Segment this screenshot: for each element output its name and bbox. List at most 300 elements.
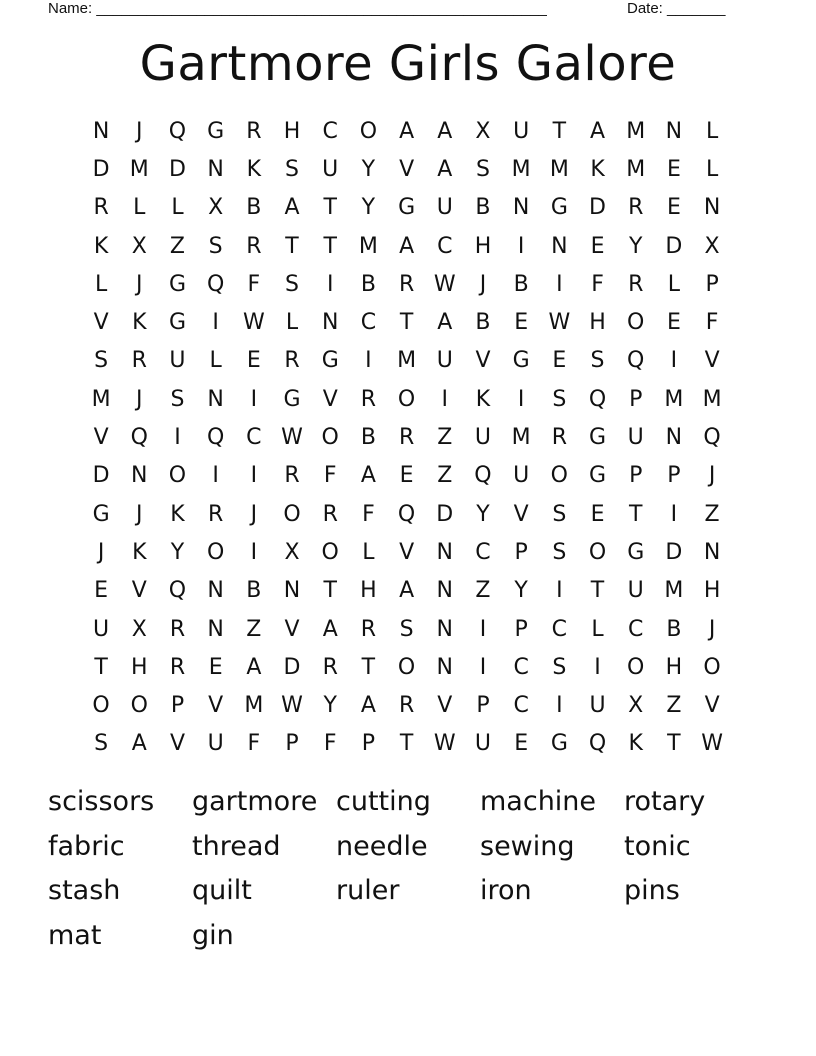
grid-letter: T	[552, 118, 567, 144]
grid-letter: P	[667, 463, 681, 489]
word-bank-item: tonic	[624, 830, 691, 862]
grid-letter: W	[433, 271, 456, 297]
grid-letter: Q	[168, 118, 187, 144]
word-bank-item: sewing	[480, 830, 575, 862]
grid-letter: A	[360, 463, 376, 489]
word-bank-item: machine	[480, 786, 597, 817]
word-bank-item: rotary	[624, 786, 706, 817]
grid-letter: L	[209, 348, 222, 374]
grid-letter: R	[131, 348, 147, 374]
grid-letter: S	[590, 348, 605, 374]
grid-letter: Q	[168, 578, 187, 604]
grid-letter: A	[131, 731, 147, 757]
grid-letter: E	[514, 731, 529, 757]
grid-letter: X	[704, 233, 720, 259]
grid-letter: Q	[130, 425, 148, 451]
grid-letter: F	[247, 271, 261, 297]
grid-letter: C	[513, 693, 529, 719]
grid-letter: K	[132, 310, 147, 336]
grid-row	[82, 495, 731, 533]
grid-letter: G	[550, 731, 568, 757]
grid-letter: X	[131, 616, 147, 642]
grid-letter: U	[169, 348, 186, 374]
grid-letter: W	[701, 731, 723, 757]
grid-row	[82, 457, 731, 495]
grid-letter: R	[246, 118, 262, 144]
grid-letter: B	[475, 310, 491, 336]
grid-letter: X	[208, 195, 224, 221]
grid-letter: R	[246, 233, 262, 259]
grid-letter: W	[548, 310, 571, 336]
grid-letter: L	[591, 616, 604, 642]
grid-letter: R	[398, 425, 415, 451]
grid-letter: V	[704, 348, 720, 374]
grid-letter: U	[474, 425, 492, 451]
grid-letter: G	[398, 195, 416, 221]
grid-letter: A	[284, 195, 300, 221]
grid-letter: V	[284, 616, 300, 642]
grid-letter: M	[358, 233, 378, 259]
grid-letter: Z	[437, 425, 453, 451]
grid-letter: T	[323, 578, 337, 604]
grid-letter: O	[627, 654, 645, 680]
grid-letter: F	[362, 501, 375, 527]
grid-letter: C	[246, 425, 262, 451]
grid-letter: H	[665, 654, 683, 680]
word-bank-item: cutting	[336, 786, 431, 817]
grid-row	[82, 227, 731, 265]
grid-letter: G	[550, 195, 568, 221]
grid-letter: V	[704, 693, 720, 719]
grid-letter: I	[250, 386, 258, 412]
grid-letter: R	[322, 501, 338, 527]
grid-letter: D	[92, 463, 110, 489]
grid-letter: Z	[169, 233, 185, 259]
grid-letter: B	[475, 195, 491, 221]
grid-letter: B	[360, 271, 376, 297]
grid-letter: Q	[397, 501, 416, 527]
grid-letter: L	[667, 271, 681, 297]
grid-letter: Y	[476, 501, 490, 527]
grid-row	[82, 265, 731, 303]
grid-letter: J	[136, 118, 143, 144]
grid-letter: H	[474, 233, 492, 259]
grid-letter: J	[136, 386, 143, 412]
grid-letter: V	[93, 310, 109, 336]
grid-letter: S	[94, 731, 109, 757]
grid-letter: N	[665, 118, 683, 144]
grid-letter: P	[170, 693, 185, 719]
grid-letter: U	[207, 731, 224, 757]
grid-letter: G	[207, 118, 225, 144]
grid-letter: T	[361, 654, 376, 680]
grid-letter: U	[436, 348, 453, 374]
grid-letter: L	[94, 271, 108, 297]
grid-letter: Y	[361, 195, 376, 221]
grid-letter: R	[284, 348, 300, 374]
grid-letter: J	[708, 463, 716, 489]
grid-letter: Y	[170, 539, 185, 565]
grid-letter: I	[250, 539, 258, 565]
grid-letter: A	[322, 616, 338, 642]
grid-letter: Q	[474, 463, 492, 489]
grid-letter: S	[552, 654, 567, 680]
grid-letter: T	[667, 731, 681, 757]
grid-letter: K	[93, 233, 109, 259]
grid-letter: I	[479, 616, 487, 642]
grid-letter: E	[666, 310, 681, 336]
word-bank	[48, 780, 768, 958]
grid-letter: O	[397, 654, 416, 680]
grid-letter: O	[206, 539, 225, 565]
grid-letter: G	[283, 386, 301, 412]
grid-letter: E	[590, 233, 605, 259]
grid-letter: I	[174, 425, 181, 451]
grid-letter: Z	[704, 501, 720, 527]
grid-letter: R	[360, 386, 377, 412]
grid-letter: D	[92, 156, 110, 182]
grid-letter: S	[208, 233, 223, 259]
grid-letter: P	[514, 539, 528, 565]
grid-letter: S	[399, 616, 414, 642]
grid-letter: B	[246, 578, 262, 604]
grid-letter: S	[94, 348, 109, 374]
grid-row	[82, 380, 731, 418]
grid-letter: J	[708, 616, 716, 642]
grid-letter: V	[513, 501, 529, 527]
word-bank-item: pins	[624, 875, 680, 906]
word-bank-item: ruler	[336, 875, 400, 906]
letter-grid	[82, 112, 731, 763]
grid-letter: F	[247, 731, 261, 757]
grid-letter: A	[399, 118, 415, 144]
grid-letter: S	[475, 156, 490, 182]
grid-letter: A	[360, 693, 376, 719]
grid-letter: N	[665, 425, 683, 451]
grid-letter: D	[436, 501, 454, 527]
grid-letter: H	[589, 310, 606, 336]
grid-letter: M	[91, 386, 111, 412]
grid-letter: A	[437, 310, 453, 336]
grid-letter: B	[513, 271, 529, 297]
grid-letter: Y	[514, 578, 528, 604]
grid-letter: M	[244, 693, 264, 719]
grid-letter: V	[169, 731, 185, 757]
grid-letter: C	[513, 654, 529, 680]
grid-letter: I	[441, 386, 449, 412]
grid-letter: E	[246, 348, 261, 374]
grid-letter: R	[284, 463, 300, 489]
grid-letter: R	[208, 501, 224, 527]
grid-row	[82, 342, 731, 380]
grid-letter: K	[246, 156, 262, 182]
grid-letter: I	[212, 463, 219, 489]
grid-letter: I	[517, 386, 525, 412]
grid-letter: V	[437, 693, 453, 719]
grid-letter: K	[590, 156, 605, 182]
grid-letter: E	[94, 578, 109, 604]
grid-letter: N	[207, 386, 224, 412]
grid-letter: D	[168, 156, 186, 182]
grid-letter: Y	[323, 693, 337, 719]
grid-letter: N	[703, 539, 721, 565]
grid-letter: O	[627, 310, 645, 336]
grid-letter: V	[399, 539, 415, 565]
grid-letter: E	[399, 463, 414, 489]
grid-letter: C	[551, 616, 568, 642]
grid-letter: L	[171, 195, 184, 221]
grid-letter: O	[359, 118, 378, 144]
grid-letter: G	[321, 348, 339, 374]
grid-letter: Z	[475, 578, 491, 604]
grid-letter: J	[479, 271, 487, 297]
grid-letter: P	[361, 731, 376, 757]
grid-letter: P	[285, 731, 299, 757]
grid-letter: I	[326, 271, 334, 297]
grid-letter: T	[323, 233, 337, 259]
grid-letter: P	[629, 463, 643, 489]
grid-letter: E	[590, 501, 605, 527]
grid-letter: T	[399, 731, 414, 757]
grid-letter: S	[285, 271, 300, 297]
grid-letter: L	[362, 539, 375, 565]
grid-letter: F	[591, 271, 604, 297]
grid-letter: W	[433, 731, 456, 757]
grid-letter: M	[664, 578, 684, 604]
grid-letter: W	[242, 310, 265, 336]
grid-letter: H	[703, 578, 721, 604]
grid-letter: I	[517, 233, 525, 259]
word-bank-item: iron	[480, 875, 532, 906]
grid-letter: G	[92, 501, 110, 527]
grid-letter: T	[94, 654, 108, 680]
grid-letter: N	[436, 578, 454, 604]
grid-letter: Z	[246, 616, 262, 642]
grid-letter: N	[207, 578, 224, 604]
date-field-line: Date: _______	[627, 0, 726, 17]
grid-letter: U	[627, 578, 644, 604]
grid-row	[82, 610, 731, 648]
grid-letter: U	[627, 425, 644, 451]
grid-letter: N	[92, 118, 110, 144]
grid-letter: R	[551, 425, 567, 451]
grid-letter: U	[513, 118, 530, 144]
grid-letter: P	[629, 386, 643, 412]
name-field-line: Name: ______________________________________________________	[48, 0, 547, 17]
grid-letter: T	[399, 310, 414, 336]
grid-letter: D	[589, 195, 606, 221]
grid-letter: R	[169, 616, 186, 642]
grid-letter: N	[436, 539, 454, 565]
word-bank-item: scissors	[48, 786, 155, 817]
grid-letter: D	[665, 233, 683, 259]
grid-letter: G	[627, 539, 645, 565]
grid-letter: Q	[627, 348, 645, 374]
grid-letter: V	[93, 425, 109, 451]
grid-row	[82, 150, 731, 188]
grid-letter: D	[665, 539, 683, 565]
grid-letter: E	[666, 195, 681, 221]
grid-letter: L	[133, 195, 146, 221]
grid-letter: K	[170, 501, 185, 527]
grid-letter: E	[666, 156, 681, 182]
grid-letter: C	[360, 310, 377, 336]
grid-letter: L	[285, 310, 299, 336]
grid-letter: A	[246, 654, 262, 680]
grid-letter: C	[628, 616, 644, 642]
grid-row	[82, 572, 731, 610]
grid-letter: B	[666, 616, 682, 642]
grid-letter: U	[589, 693, 606, 719]
grid-letter: N	[207, 616, 224, 642]
grid-letter: Q	[703, 425, 721, 451]
grid-letter: S	[170, 386, 185, 412]
grid-letter: V	[322, 386, 338, 412]
grid-letter: H	[283, 118, 301, 144]
grid-letter: F	[705, 310, 719, 336]
word-bank-item: thread	[192, 830, 281, 862]
grid-letter: T	[590, 578, 605, 604]
grid-letter: N	[512, 195, 530, 221]
grid-letter: F	[323, 463, 337, 489]
grid-letter: P	[476, 693, 490, 719]
word-bank-item: mat	[48, 919, 102, 951]
grid-letter: N	[436, 654, 454, 680]
grid-letter: A	[399, 578, 415, 604]
grid-letter: S	[552, 539, 567, 565]
grid-letter: C	[437, 233, 453, 259]
grid-letter: P	[705, 271, 719, 297]
word-bank-item: quilt	[192, 875, 252, 906]
grid-letter: M	[626, 118, 646, 144]
grid-letter: X	[475, 118, 491, 144]
grid-letter: N	[207, 156, 224, 182]
grid-letter: R	[93, 195, 109, 221]
grid-letter: T	[628, 501, 643, 527]
grid-letter: F	[323, 731, 337, 757]
word-bank-item: stash	[48, 875, 121, 906]
grid-letter: I	[365, 348, 372, 374]
grid-letter: G	[589, 425, 607, 451]
grid-letter: Q	[588, 731, 607, 757]
grid-letter: I	[556, 578, 563, 604]
grid-letter: S	[285, 156, 300, 182]
grid-letter: R	[628, 195, 644, 221]
grid-letter: Z	[666, 693, 682, 719]
grid-letter: Q	[206, 425, 225, 451]
grid-letter: N	[321, 310, 339, 336]
grid-letter: T	[323, 195, 337, 221]
grid-letter: T	[285, 233, 299, 259]
grid-letter: Z	[437, 463, 453, 489]
grid-letter: I	[250, 463, 258, 489]
word-bank-item: gartmore	[192, 786, 318, 817]
grid-letter: W	[281, 425, 303, 451]
grid-letter: S	[552, 501, 567, 527]
grid-letter: N	[131, 463, 148, 489]
grid-letter: U	[436, 195, 453, 221]
grid-letter: C	[475, 539, 491, 565]
grid-letter: R	[360, 616, 377, 642]
grid-letter: V	[475, 348, 491, 374]
grid-letter: I	[479, 654, 487, 680]
puzzle-title: Gartmore Girls Galore	[139, 36, 677, 92]
grid-letter: Q	[588, 386, 607, 412]
grid-letter: J	[97, 539, 105, 565]
grid-letter: A	[399, 233, 415, 259]
word-bank-item: gin	[192, 919, 234, 951]
grid-letter: O	[397, 386, 416, 412]
grid-row	[82, 112, 731, 150]
grid-letter: Q	[206, 271, 225, 297]
grid-letter: E	[552, 348, 567, 374]
grid-letter: I	[670, 501, 678, 527]
grid-letter: A	[437, 156, 453, 182]
grid-row	[82, 725, 731, 763]
grid-letter: U	[474, 731, 492, 757]
grid-letter: M	[549, 156, 569, 182]
grid-letter: C	[322, 118, 338, 144]
grid-letter: M	[129, 156, 149, 182]
grid-letter: Y	[628, 233, 643, 259]
grid-letter: D	[283, 654, 301, 680]
grid-row	[82, 303, 731, 341]
grid-letter: V	[131, 578, 147, 604]
grid-row	[82, 686, 731, 724]
grid-letter: O	[588, 539, 607, 565]
grid-letter: P	[514, 616, 528, 642]
grid-letter: H	[131, 654, 148, 680]
grid-letter: G	[168, 271, 186, 297]
grid-letter: J	[250, 501, 258, 527]
grid-letter: O	[550, 463, 568, 489]
grid-letter: U	[513, 463, 530, 489]
grid-letter: K	[475, 386, 491, 412]
grid-letter: G	[589, 463, 607, 489]
grid-letter: J	[136, 271, 143, 297]
grid-letter: O	[130, 693, 148, 719]
grid-letter: N	[436, 616, 454, 642]
grid-letter: V	[399, 156, 415, 182]
grid-letter: W	[281, 693, 303, 719]
grid-letter: M	[664, 386, 684, 412]
word-bank-item: fabric	[48, 830, 125, 862]
grid-letter: M	[511, 425, 531, 451]
grid-letter: L	[705, 118, 719, 144]
grid-letter: N	[283, 578, 301, 604]
grid-letter: I	[556, 271, 563, 297]
grid-letter: O	[283, 501, 301, 527]
grid-letter: O	[168, 463, 187, 489]
grid-letter: M	[702, 386, 722, 412]
grid-row	[82, 189, 731, 227]
grid-letter: R	[398, 271, 415, 297]
grid-letter: K	[628, 731, 643, 757]
grid-letter: H	[360, 578, 377, 604]
grid-letter: G	[512, 348, 530, 374]
grid-letter: J	[136, 501, 143, 527]
grid-letter: I	[212, 310, 219, 336]
grid-letter: X	[628, 693, 644, 719]
grid-letter: X	[131, 233, 147, 259]
grid-letter: R	[628, 271, 644, 297]
grid-letter: M	[626, 156, 646, 182]
grid-letter: I	[670, 348, 678, 374]
grid-letter: B	[360, 425, 376, 451]
grid-letter: O	[321, 539, 339, 565]
grid-letter: S	[552, 386, 567, 412]
grid-letter: R	[398, 693, 415, 719]
